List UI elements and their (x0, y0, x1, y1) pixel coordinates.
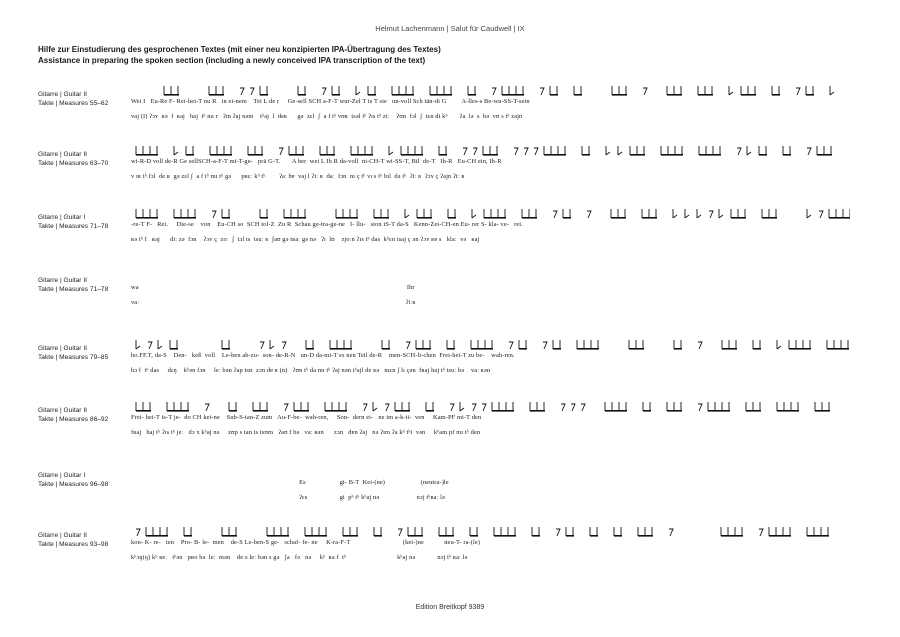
text-system (38, 463, 868, 515)
system-label (38, 276, 108, 294)
measures-label: Takte | Measures 79–85 (38, 354, 109, 361)
guitar-label: Gitarre | Guitar II (38, 345, 87, 352)
rhythm-notation (130, 398, 850, 414)
system-label (38, 471, 108, 489)
rhythm-notation (130, 463, 850, 479)
rhythm-notation (130, 205, 850, 221)
system-label (38, 90, 108, 108)
rhythm-notation (130, 82, 850, 98)
text-system (38, 205, 868, 257)
spoken-text-line: wi-R-D voll de-R Ge sellSCH-a-F-T mi-T-ge- prä G-T. A ber wei L Ih R da-voll ni-CH-T wi-SS-T, Bil de-T Ih-R Eu-CH ein, Ih-R (131, 158, 502, 165)
rhythm-row (130, 82, 850, 98)
title-english: Assistance in preparing the spoken section (including a newly conceived IPA transcription of the text) (38, 56, 426, 65)
ipa-transcription-line: hɔ f tʰ das dɛŋ kʰən fɔn leː bən ʔap tsʊ zɔn dɐ ʀ (n) ʔʊn tʰ da mɪ tʰ ʔaj nən tʰajl de ʀə mɛn ʃ lɪ çən fʀaj haj tʰ tsuː bə vaː ʀən (131, 367, 491, 374)
measures-label: Takte | Measures 55–62 (38, 100, 109, 107)
rhythm-notation (130, 336, 850, 352)
text-system (38, 142, 868, 194)
ipa-transcription-line: vaː ʔiːʀ (131, 299, 416, 306)
guitar-label: Gitarre | Guitar II (38, 407, 87, 414)
guitar-label: Gitarre | Guitar I (38, 214, 86, 221)
measures-label: Takte | Measures 86–92 (38, 416, 109, 423)
text-system (38, 523, 868, 575)
page-header: Helmut Lachenmann | Salut für Caudwell | IX (375, 24, 525, 33)
rhythm-notation (130, 142, 850, 158)
spoken-text-line: -re-T F- Rei. Die-se von Eu-CH so SCH tol-Z Zu R Schau ge-tra-ge-ne I- llu- sion iS-T da-S Kenn-Zei-CH-en Eu- rer S- kla- ve- rei. (131, 221, 523, 228)
ipa-transcription-line: ʔɛs gi pʰ tʰ kʰaj nə nɔj tʰʀaː lə (131, 494, 445, 501)
rhythm-row (130, 463, 850, 479)
measures-label: Takte | Measures 71–78 (38, 223, 109, 230)
system-label (38, 150, 108, 168)
ipa-transcription-line: vaj (I) ʔɔʏ ʀə f ʀaj haj tʰ nu r ʔɪn ʔaj nəm tʰaj l deʀ gə zɛl ʃ a f tʰ vʊʀ tsəl tʰ ʔɪs tʰ ziː ʔʊn fɔl ʃ tɛn di kʰ ʔa lə s bə vʊ s tʰ zajn (131, 113, 523, 120)
system-label (38, 213, 108, 231)
spoken-text-line: Wei I Eu-Re F- Rei-hei-T nu R in ei-nem Tei L de r Ge-sell SCH a-F-T wur-Zel T is T sie un-voll Sch tän-di G A-lles-s Be-wu-SS-T-sein (131, 98, 530, 105)
measures-label: Takte | Measures 63–70 (38, 160, 109, 167)
measures-label: Takte | Measures 71–78 (38, 286, 109, 293)
rhythm-notation (130, 268, 850, 284)
ipa-transcription-line: ʀə tʰ f ʀaj diː zə fɔn ʔɔʏ ç zoː ʃ tɔl ts tsuː ʀ ʃaʊ gə tʀaː gə nə ʔɪ lʊ zjoːn ʔɪs tʰ das kʰɛn tsaj ç ən ʔɔʏ ʀɐ s klaː və ʀaj (131, 236, 480, 243)
ipa-transcription-line: fʀaj haj tʰ ʔɪs tʰ jeː dɔ x kʰaj nə zʊp s tan ts tsʊm ʔaʊ f bə vaː ʀən zɔn dɐn ʔaj nə ʔɪm ʔa kʰ tʰi vən kʰam pf mɪ tʰ den (131, 429, 481, 436)
measures-label: Takte | Measures 93–98 (38, 541, 109, 548)
text-system (38, 268, 868, 320)
system-label (38, 344, 108, 362)
spoken-text-line: Es gi- B-T Kei-(ne) (neutra-)le (131, 479, 449, 486)
rhythm-row (130, 398, 850, 414)
rhythm-row (130, 336, 850, 352)
rhythm-row (130, 142, 850, 158)
measures-label: Takte | Measures 96–98 (38, 481, 109, 488)
guitar-label: Gitarre | Guitar II (38, 151, 87, 158)
guitar-label: Gitarre | Guitar I (38, 472, 86, 479)
spoken-text-line: Frei- hei-T is-T je- do CH kei-ne Sub-S-tan-Z zum Au-F-be- wah-ren, Son- dern ei- ne im a-k-ti- ven Kam-PF mi-T den (131, 414, 482, 421)
ipa-transcription-line: v ɪʀ tʰ fɔl de ʀ gə zɛl ʃ a f tʰ mɪ tʰ gə pʀɛː kʰ tʰ ʔaː bɐ vaj l ʔiː ʀ daː fɔn nɪ ç tʰ vɪ s tʰ bɪl də tʰ ʔiː ʀ ʔɔʏ ç ʔajn ʔiː ʀ (131, 173, 465, 180)
text-system (38, 398, 868, 450)
rhythm-row (130, 205, 850, 221)
system-label (38, 406, 108, 424)
page-footer: Edition Breitkopf 9389 (415, 604, 485, 611)
rhythm-notation (130, 523, 850, 539)
rhythm-row (130, 523, 850, 539)
guitar-label: Gitarre | Guitar II (38, 91, 87, 98)
ipa-transcription-line: kʰɔŋ(ŋ) kʰ ʀeː tʰən pʀo bə leː mən deːs leː bən s gə ʃa fə nə kʰ ʀa f tʰ kʰaj nə nɔj tʰ ʀaː lə (131, 554, 468, 561)
guitar-label: Gitarre | Guitar II (38, 277, 87, 284)
guitar-label: Gitarre | Guitar II (38, 532, 87, 539)
text-system (38, 82, 868, 134)
title-german: Hilfe zur Einstudierung des gesprochenen Textes (mit einer neu konzipierten IPA-Übertragung des Textes) (38, 45, 441, 54)
title-block (38, 44, 441, 66)
text-system (38, 336, 868, 388)
spoken-text-line: kon- K- re- ten Pro- B- le- men de-S Le-ben-S ge- schaf- fe- ne K-ra-F-T (kei-)ne neu-T- ra-(le) (131, 539, 481, 546)
spoken-text-line: wa Ihr (131, 284, 415, 291)
rhythm-row (130, 268, 850, 284)
system-label (38, 531, 108, 549)
spoken-text-line: ho.FF.T, da-S Den- keß voll Le-ben ab-zu- son- de-R-N un-D da-mi-T es nen Teil de-R men-SCH-li-chen Frei-hei-T zu be- wah-ren. (131, 352, 515, 359)
